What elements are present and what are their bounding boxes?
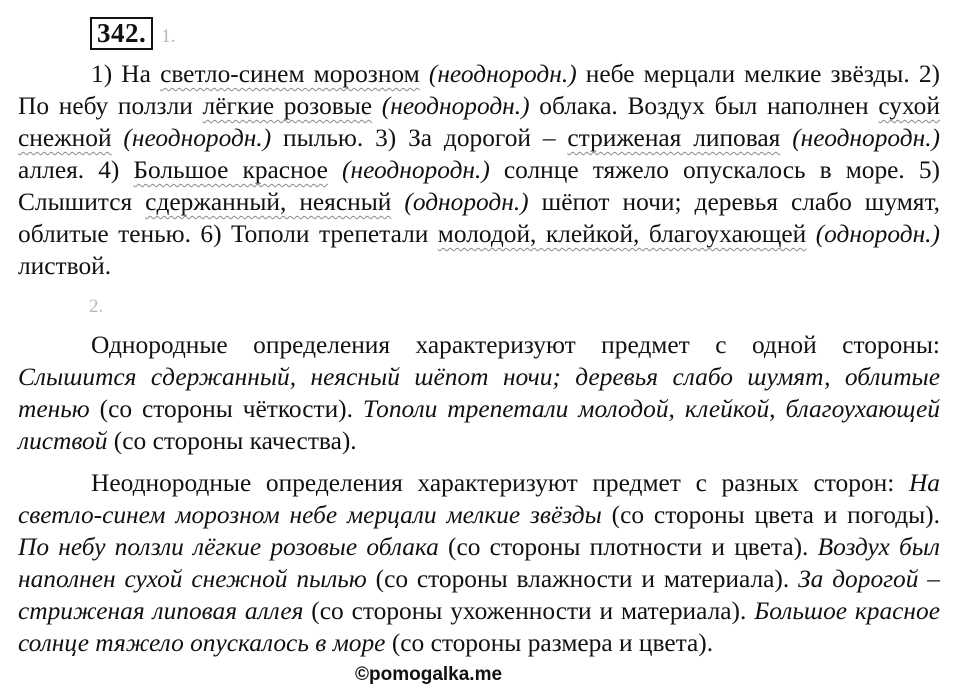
homogeneous-explanation [18, 329, 940, 457]
text-run [420, 60, 429, 88]
underlined-definitions: стриженая липовая [567, 124, 781, 152]
heterogeneous-explanation [18, 467, 940, 659]
text-run: солнце тяжело опускалось в море. 5) Слышится [18, 156, 940, 216]
type-note: (однородн.) [815, 220, 940, 248]
example-italic: На светло-синем морозном небе мерцали мелкие звёзды [18, 469, 940, 529]
text-run: Неоднородные определения характеризуют предмет с разных сторон: [91, 469, 909, 497]
text-run: аллея. 4) [18, 156, 134, 184]
type-note: (неоднородн.) [381, 92, 530, 120]
text-run [328, 156, 342, 184]
type-note: (неоднородн.) [428, 60, 577, 88]
underlined-definitions: сдержанный, неясный [145, 188, 392, 216]
example-italic: По небу ползли лёгкие розовые облака [18, 533, 439, 561]
text-run [372, 92, 382, 120]
example-italic: Воздух был наполнен сухой снежной пылью [18, 533, 940, 593]
text-run: (со стороны ухоженности и материала). [303, 597, 755, 625]
text-run: (со стороны плотности и цвета). [438, 533, 818, 561]
text-run: (со стороны влажности и материала). [366, 565, 799, 593]
exercise-sentences [18, 58, 940, 282]
example-italic: Слышится сдержанный, неясный шёпот ночи; деревья слабо шумят, облитые тенью [18, 363, 940, 423]
text-run: облака. Воздух был наполнен [529, 92, 879, 120]
text-run [391, 188, 404, 216]
text-run: (со стороны качества). [107, 427, 357, 455]
underlined-definitions: светло-синем морозном [160, 60, 420, 88]
text-run: небе мерцали мелкие звёзды. 2) По небу ползли [18, 60, 941, 120]
text-run: пылью. 3) За дорогой – [271, 124, 568, 152]
underlined-definitions: молодой, клейкой, благоухающей [437, 220, 807, 248]
exercise-number: 342. [90, 17, 153, 50]
underlined-definitions: сухой снежной [18, 92, 940, 152]
text-run [780, 124, 792, 152]
text-run: листвой. [18, 252, 112, 280]
exercise-header [90, 14, 176, 50]
text-run: Однородные определения характеризуют предмет с одной стороны: [91, 331, 940, 359]
type-note: (неоднородн.) [792, 124, 940, 152]
text-run: 1) На [91, 60, 161, 88]
underlined-definitions: Большое красное [133, 156, 328, 184]
example-italic: Тополи трепетали молодой, клейкой, благоухающей листвой [18, 395, 941, 455]
text-run: (со стороны чёткости). [89, 395, 363, 423]
text-run: шёпот ночи; деревья слабо шумят, облитые тенью. 6) Тополи трепетали [18, 188, 940, 248]
type-note: (неоднородн.) [342, 156, 490, 184]
underlined-definitions: лёгкие розовые [202, 92, 373, 120]
example-italic: Большое красное солнце тяжело опускалось в море [18, 597, 940, 657]
text-run: (со стороны размера и цвета). [385, 629, 714, 657]
watermark: ©pomogalka.me [355, 664, 503, 685]
type-note: (однородн.) [404, 188, 529, 216]
text-run [806, 220, 815, 248]
example-italic: За дорогой – стриженая липовая аллея [18, 565, 940, 625]
text-run: (со стороны цвета и погоды). [601, 501, 940, 529]
type-note: (неоднородн.) [123, 124, 272, 152]
text-run [112, 124, 124, 152]
section-2-label: 2. [89, 296, 104, 317]
section-1-label: 1. [161, 26, 176, 47]
